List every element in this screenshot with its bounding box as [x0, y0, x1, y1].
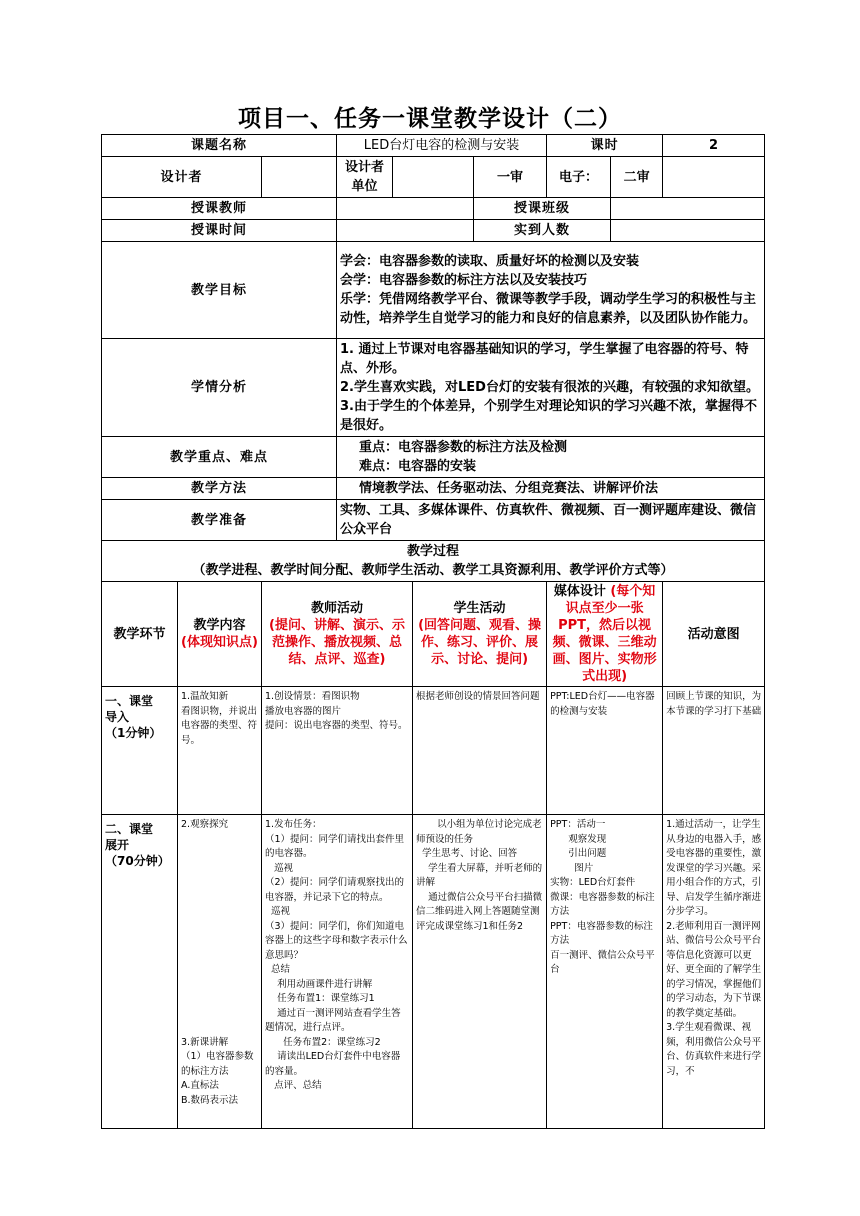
- header-student: [413, 582, 547, 687]
- analysis-content: [337, 339, 765, 437]
- page-title: 项目一、任务一课堂教学设计（二）: [238, 106, 622, 132]
- process-header: [102, 541, 765, 582]
- header-content-note: (体现知识点): [181, 635, 258, 650]
- prep-value: 实物、工具、多媒体课件、仿真软件、微视频、百一测评题库建设、微信公众平台: [337, 500, 765, 541]
- content-line: 2.观察探究: [181, 819, 229, 830]
- media-line: PPT：活动一: [550, 819, 606, 830]
- attendance-label: 实到人数: [474, 220, 611, 242]
- class-value: [611, 198, 765, 220]
- content-cell: [178, 815, 262, 1129]
- media-cell: [547, 687, 663, 815]
- second-review-label: 二审: [611, 157, 663, 198]
- stage-line: 导入: [105, 710, 130, 724]
- student-cell: [413, 815, 547, 1129]
- stage-line: 展开: [105, 838, 130, 852]
- student-line: 学生看大屏幕，并听老师的讲解: [416, 862, 543, 888]
- content-line: 看图识物，并说出电容器的类型、符号。: [181, 705, 258, 746]
- course-name-label: 课题名称: [102, 135, 337, 157]
- teacher-cell: [262, 687, 413, 815]
- difficult-point: 难点：电容器的安装: [359, 459, 477, 474]
- teacher-line: 点评、总结: [265, 1080, 322, 1091]
- teacher-line: 请读出LED台灯套件中电容器的容量。: [265, 1051, 401, 1077]
- process-subtitle: （教学进程、教学时间分配、教师学生活动、教学工具资源利用、教学评价方式等）: [192, 563, 674, 578]
- methods-label: 教学方法: [102, 478, 337, 500]
- student-line: 以小组为单位讨论完成老师预设的任务: [416, 819, 542, 845]
- intent-cell: [663, 687, 765, 815]
- prep-label: 教学准备: [102, 500, 337, 541]
- teacher-line: （2）提问：同学们请观察找出的电容器，并记录下它的特点。: [265, 877, 405, 903]
- teacher-value: [337, 198, 474, 220]
- teacher-line: 总结: [265, 964, 291, 975]
- media-line: PPT:LED台灯——电容器的检测与安装: [550, 691, 655, 717]
- stage-line: （70分钟）: [105, 854, 170, 868]
- media-cell: [547, 815, 663, 1129]
- content-line: A.直标法: [181, 1080, 219, 1091]
- key-point: 重点：电容器参数的标注方法及检测: [359, 440, 568, 455]
- header-teacher-title: 教师活动: [311, 601, 364, 616]
- student-line: 通过微信公众号平台扫描微信二维码进入网上答题随堂测评完成课堂练习1和任务2: [416, 891, 543, 932]
- class-label: 授课班级: [474, 198, 611, 220]
- teacher-line: 1.创设情景：看图识物: [265, 691, 360, 702]
- keypoints-label: 教学重点、难点: [102, 437, 337, 478]
- teacher-line: 巡视: [265, 906, 291, 917]
- intent-line: 回顾上节课的知识，为本节课的学习打下基础: [666, 691, 762, 717]
- header-student-note: (回答问题、观看、操作、练习、评价、展示、讨论、提问): [418, 618, 542, 667]
- intent-cell: [663, 815, 765, 1129]
- second-review-value: [663, 157, 765, 198]
- teacher-line: 利用动画课件进行讲解: [265, 978, 373, 990]
- teacher-line: 1.发布任务：: [265, 819, 322, 830]
- designer-value: [262, 157, 337, 198]
- intent-line: 2.老师利用百一测评网站、微信号公众号平台等信息化资源可以更好、更全面的了解学生的学习情况，掌握他们的学习动态，为下节课的教学奠定基础。: [666, 920, 762, 1019]
- designer-unit-value: [393, 157, 474, 198]
- teacher-line: 提问：说出电容器的类型、符号。: [265, 720, 408, 731]
- teacher-line: 任务布置1：课堂练习1: [265, 993, 375, 1004]
- student-line: 根据老师创设的情景回答问题: [416, 691, 540, 702]
- teacher-label: 授课教师: [102, 198, 337, 220]
- teacher-line: （1）提问：同学们请找出套件里的电容器。: [265, 833, 405, 859]
- content-cell: [178, 687, 262, 815]
- teacher-line: 巡视: [265, 862, 294, 874]
- intent-line: 3.学生观看微课、视频，利用微信公众号平台、仿真软件来进行学习，不: [666, 1022, 762, 1077]
- stage-line: （1分钟）: [105, 726, 162, 740]
- time-label: 授课时间: [102, 220, 337, 242]
- attendance-value: [611, 220, 765, 242]
- designer-label: 设计者: [102, 157, 262, 198]
- stage-cell: [102, 687, 178, 815]
- media-line: 百一测评、微信公众号平台: [550, 949, 655, 975]
- analysis-line: 1. 通过上节课对电容器基础知识的学习，学生掌握了电容器的符号、特点、外形。: [340, 342, 749, 376]
- teacher-cell: [262, 815, 413, 1129]
- goal-line: 乐学：凭借网络教学平台、微课等教学手段，调动学生学习的积极性与主动性，培养学生自觉学习的能力和良好的信息素养，以及团队协作能力。: [340, 292, 757, 326]
- header-teacher-note: (提问、讲解、演示、示范操作、播放视频、总结、点评、巡查): [269, 618, 405, 667]
- hours-label: 课时: [547, 135, 663, 157]
- keypoints-content: [337, 437, 765, 478]
- media-line: PPT：电容器参数的标注方法: [550, 920, 653, 946]
- content-line: （1）电容器参数的标注方法: [181, 1051, 254, 1077]
- analysis-label: 学情分析: [102, 339, 337, 437]
- stage-cell: [102, 815, 178, 1129]
- methods-value: 情境教学法、任务驱动法、分组竞赛法、讲解评价法: [337, 478, 765, 500]
- goals-label: 教学目标: [102, 242, 337, 339]
- media-line: 引出问题: [550, 848, 607, 859]
- media-line: 图片: [550, 862, 594, 874]
- intent-line: 1.通过活动一，让学生从身边的电器入手，感受电容器的重要性，激发课堂的学习兴趣。采用小组合作的方式，引导、启发学生循序渐进分步学习。: [666, 819, 762, 917]
- stage-line: 一、课堂: [105, 694, 154, 708]
- content-line: 1.温故知新: [181, 691, 229, 702]
- header-stage: 教学环节: [102, 582, 178, 687]
- media-line: 实物：LED台灯套件: [550, 877, 636, 888]
- media-line: 观察发现: [550, 833, 607, 845]
- analysis-line: 3.由于学生的个体差异，个别学生对理论知识的学习兴趣不浓，掌握得不是很好。: [340, 399, 757, 433]
- first-review-label: 一审: [474, 157, 547, 198]
- designer-unit-label: 设计者单位: [337, 157, 393, 198]
- header-teacher: [262, 582, 413, 687]
- header-media-title: 媒体设计: [553, 584, 606, 599]
- student-line: 学生思考、讨论、回答: [416, 848, 518, 859]
- goals-content: [337, 242, 765, 339]
- header-media-note: (每个知识点至少一张PPT，然后以视频、微课、三维动画、图片、实物形式出现): [552, 584, 657, 684]
- teacher-line: 任务布置2：课堂练习2: [265, 1036, 381, 1048]
- header-student-title: 学生活动: [453, 601, 506, 616]
- hours-value: 2: [663, 135, 765, 157]
- header-media: [547, 582, 663, 687]
- header-content-title: 教学内容: [193, 618, 246, 633]
- process-title: 教学过程: [407, 544, 460, 559]
- media-line: 微课：电容器参数的标注方法: [550, 891, 655, 917]
- goal-line: 会学：电容器参数的标注方法以及安装技巧: [340, 273, 588, 288]
- lesson-plan-table: [101, 134, 765, 1129]
- teacher-line: 播放电容器的图片: [265, 705, 342, 717]
- header-content: [178, 582, 262, 687]
- header-intent: 活动意图: [663, 582, 765, 687]
- teacher-line: （3）提问：同学们，你们知道电容器上的这些字母和数字表示什么意思吗？: [265, 920, 408, 961]
- content-line: B.数码表示法: [181, 1094, 239, 1106]
- analysis-line: 2.学生喜欢实践，对LED台灯的安装有很浓的兴趣，有较强的求知欲望。: [340, 380, 759, 395]
- time-value: [337, 220, 474, 242]
- goal-line: 学会：电容器参数的读取、质量好坏的检测以及安装: [340, 254, 640, 269]
- content-line: 3.新课讲解: [181, 1036, 229, 1048]
- stage-line: 二、课堂: [105, 822, 154, 836]
- teacher-line: 通过百一测评网站查看学生答题情况，进行点评。: [265, 1007, 401, 1033]
- course-name-value: LED台灯电容的检测与安装: [337, 135, 547, 157]
- student-cell: [413, 687, 547, 815]
- email-label: 电子：: [547, 157, 611, 198]
